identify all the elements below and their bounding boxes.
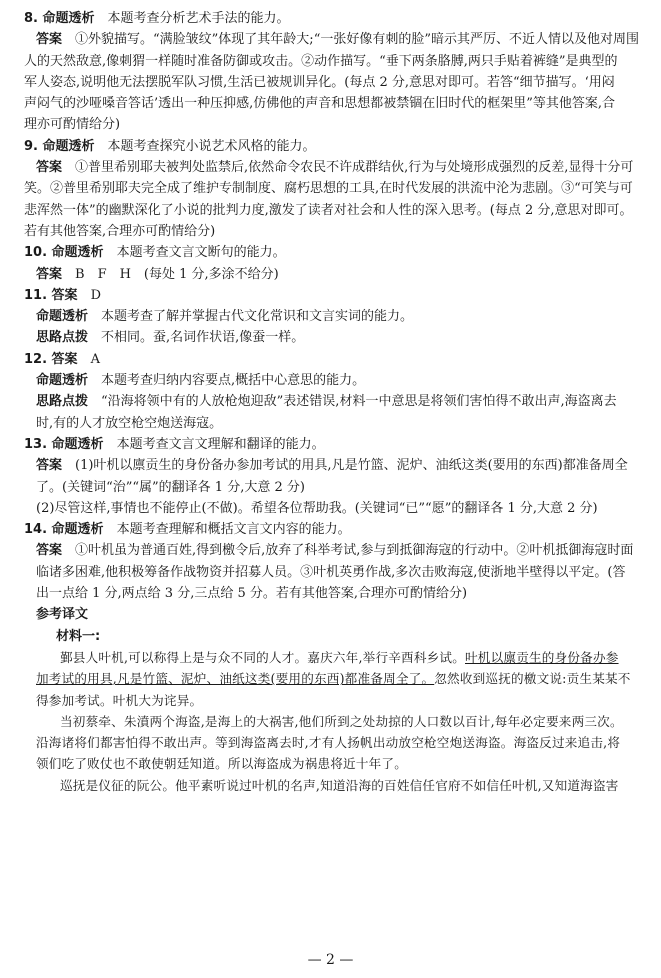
q9-line-1: [24, 157, 645, 178]
q14-line-3: [24, 583, 645, 604]
q9-answer-text: 笑。②普里希别耶夫完全成了维护专制制度、腐朽思想的工具,在时代发展的洪流中沦为悲剧。③“可笑与可: [24, 181, 633, 197]
q12-hint-text: 时,有的人才放空枪空炮送海寇。: [36, 415, 223, 431]
q10-text: 本题考查文言文断句的能力。: [103, 245, 286, 261]
q9-text: 本题考查探究小说艺术风格的能力。: [94, 138, 316, 154]
q10-line-0: [24, 242, 645, 263]
q13-answer-text: 了。(关键词“治”“属”的翻译各 1 分,大意 2 分): [36, 479, 305, 495]
q12-hint-text: “沿海将领中有的人放枪炮迎敌”表述错误,材料一中意思是将领们害怕得不敢出声,海盗离去: [88, 394, 617, 410]
q8-line-4: [24, 93, 645, 114]
q12-analysis-label: 命题透析: [36, 373, 89, 389]
translation-subheading: 材料一:: [56, 628, 101, 644]
q11-line-0: [24, 285, 645, 306]
q11-text: D: [77, 287, 101, 303]
q8-answer-text: 军人姿态,说明他无法摆脱军队习惯,生活已被规训异化。(每点 2 分,意思对即可。若答“细节描写。‘用闷: [24, 74, 615, 90]
q8-answer-text: ①外貌描写。“满脸皱纹”体现了其年龄大;“一张好像有刺的脸”暗示其严厉、不近人情以及他对周围: [62, 32, 639, 48]
q8-answer-label: 答案: [36, 32, 63, 48]
translation-line: [24, 753, 645, 774]
q11-hint-label: 思路点拨: [36, 330, 89, 346]
q14-line-0: [24, 519, 645, 540]
q13-line-0: [24, 434, 645, 455]
q14-answer-label: 答案: [36, 543, 63, 559]
q9-answer-label: 答案: [36, 160, 63, 176]
q13-line-3: [24, 498, 645, 519]
translation-line: [24, 668, 645, 689]
q8-line-2: [24, 51, 645, 72]
q12-hint-label: 思路点拨: [36, 394, 89, 410]
translation-text: 忽然收到巡抚的檄文说:贡生某某不: [434, 671, 631, 687]
answer-sections: [24, 8, 645, 604]
q14-line-2: [24, 562, 645, 583]
q14-text: 本题考查理解和概括文言文内容的能力。: [103, 522, 351, 538]
translation-line: [24, 690, 645, 711]
page-number: — 2 —: [307, 952, 354, 968]
q11-label: 11. 答案: [24, 287, 78, 303]
translation-line: [24, 775, 645, 796]
q13-answer-text: (1)叶机以廪贡生的身份备办参加考试的用具,凡是竹篮、泥炉、油纸这类(要用的东西)都准备周全: [62, 458, 628, 474]
q12-label: 12. 答案: [24, 351, 78, 367]
translation-line: [24, 711, 645, 732]
q8-answer-text: 声闷气的沙哑嗓音答话’透出一种压抑感,仿佛他的声音和思想都被禁锢在旧时代的框架里”等其他答案,合: [24, 96, 616, 112]
q12-line-2: [24, 391, 645, 412]
q12-line-3: [24, 413, 645, 434]
q14-answer-text: 出一点给 1 分,两点给 3 分,三点给 5 分。若有其他答案,合理亦可酌情给分): [36, 586, 468, 602]
q9-label: 9. 命题透析: [24, 138, 95, 154]
q11-hint-text: 不相同。蚕,名词作状语,像蚕一样。: [88, 330, 305, 346]
q9-answer-text: ①普里希别耶夫被判处监禁后,依然命令农民不许成群结伙,行为与处境形成强烈的反差,显得十分可: [62, 160, 634, 176]
q13-label: 13. 命题透析: [24, 436, 104, 452]
q11-analysis-text: 本题考查了解并掌握古代文化常识和文言实词的能力。: [88, 309, 414, 325]
translation-text: 鄞县人叶机,可以称得上是与众不同的人才。嘉庆六年,举行辛酉科乡试。: [60, 649, 466, 665]
translation-text: 得参加考试。叶机大为诧异。: [36, 692, 203, 708]
translation-text: 当初蔡牵、朱濆两个海盗,是海上的大祸害,他们所到之处劫掠的人口数以百计,每年必定要来两三次。: [60, 713, 623, 729]
q10-answer-text: B F H (每处 1 分,多涂不给分): [62, 266, 279, 282]
q8-answer-text: 理亦可酌情给分): [24, 117, 121, 133]
q14-line-1: [24, 540, 645, 561]
q8-line-1: [24, 29, 645, 50]
q9-line-3: [24, 200, 645, 221]
q9-answer-text: 悲浑然一体”的幽默深化了小说的批判力度,激发了读者对社会和人性的深入思考。(每点 2 分,意思对即可。: [24, 202, 633, 218]
q9-line-0: [24, 136, 645, 157]
q14-answer-text: 临诸多困难,他积极筹备作战物资并招募人员。③叶机英勇作战,多次击败海寇,使浙地半壁得以平定。(答: [36, 564, 626, 580]
q12-line-1: [24, 370, 645, 391]
q14-label: 14. 命题透析: [24, 522, 104, 538]
q11-analysis-label: 命题透析: [36, 309, 89, 325]
reference-translation: [24, 604, 645, 796]
q11-line-1: [24, 306, 645, 327]
translation-underlined-text: 加考试的用具,凡是竹篮、泥炉、油纸这类(要用的东西)都准备周全了。: [36, 671, 435, 687]
q13-answer-text: (2)尽管这样,事情也不能停止(不做)。希望各位帮助我。(关键词“已”“愿”的翻译各 1 分,大意 2 分): [36, 500, 598, 516]
q8-line-0: [24, 8, 645, 29]
translation-heading: 参考译文: [36, 607, 89, 623]
q11-line-2: [24, 327, 645, 348]
q10-label: 10. 命题透析: [24, 245, 104, 261]
q13-line-1: [24, 455, 645, 476]
q10-line-1: [24, 264, 645, 285]
q10-answer-label: 答案: [36, 266, 63, 282]
translation-text: 沿海诸将们都害怕得不敢出声。等到海盗离去时,才有人扬帆出动放空枪空炮送海盗。海盗反过来追击,将: [36, 735, 621, 751]
q12-analysis-text: 本题考查归纳内容要点,概括中心意思的能力。: [88, 373, 366, 389]
translation-line: [24, 732, 645, 753]
q8-line-3: [24, 72, 645, 93]
q8-text: 本题考查分析艺术手法的能力。: [94, 11, 290, 26]
translation-underlined-text: 叶机以廪贡生的身份备办参: [465, 649, 619, 665]
q9-line-4: [24, 221, 645, 242]
q13-line-2: [24, 477, 645, 498]
q13-text: 本题考查文言文理解和翻译的能力。: [103, 436, 325, 452]
q14-answer-text: ①叶机虽为普通百姓,得到檄令后,放弃了科举考试,参与到抵御海寇的行动中。②叶机抵御海寇时面: [62, 543, 634, 559]
translation-text: 巡抚是仪征的阮公。他平素听说过叶机的名声,知道沿海的百姓信任官府不如信任叶机,又知道海盗害: [60, 777, 619, 793]
q13-answer-label: 答案: [36, 458, 63, 474]
q8-label: 8. 命题透析: [24, 11, 95, 26]
q12-line-0: [24, 349, 645, 370]
q8-line-5: [24, 114, 645, 135]
q9-line-2: [24, 178, 645, 199]
q8-answer-text: 人的天然敌意,像刺猬一样随时准备防御或攻击。②动作描写。“垂下两条胳膊,两只手贴着裤缝”是典型的: [24, 53, 618, 69]
q12-text: A: [77, 351, 100, 367]
translation-text: 领们吃了败仗也不敢使朝廷知道。所以海盗成为祸患将近十年了。: [36, 756, 408, 772]
translation-line: [24, 647, 645, 668]
q9-answer-text: 若有其他答案,合理亦可酌情给分): [24, 223, 216, 239]
